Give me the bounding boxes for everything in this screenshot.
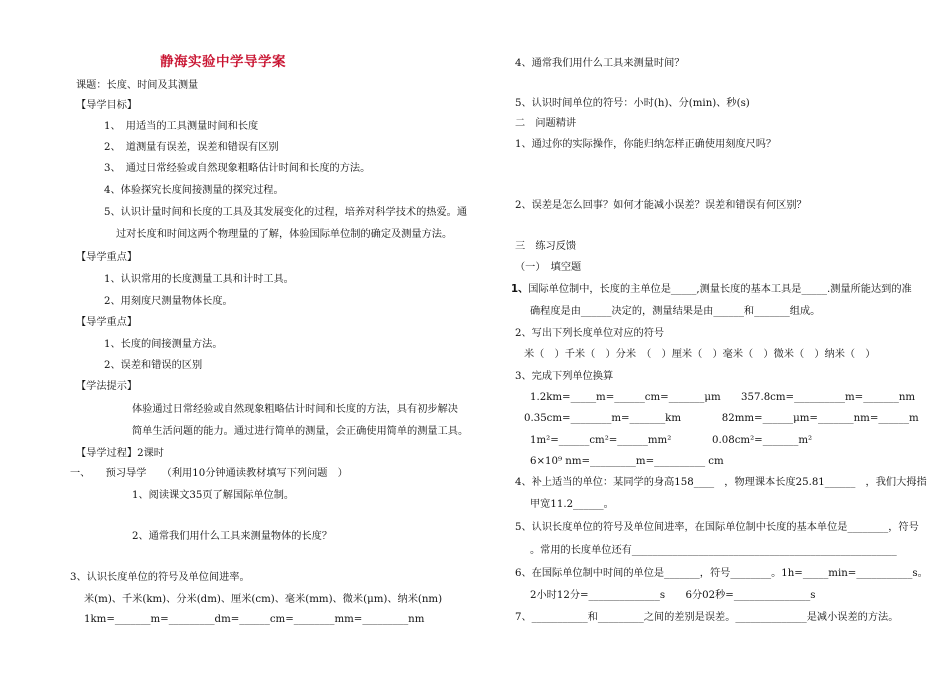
discussion-question-1: 1、通过你的实际操作，你能归纳怎样正确使用刻度尺吗？ xyxy=(515,139,777,150)
conversion-line-2: 0.35cm=________m=_______km 82mm=______μm=_______nm=______m xyxy=(524,413,919,424)
goal-item-continued: 过对长度和时间这两个物理量的了解，体验国际单位制的确定及测量方法。 xyxy=(116,229,453,240)
fill-question-1 xyxy=(511,283,912,296)
fill-question-5-continued: 。常用的长度单位还有____________________________________________________ xyxy=(530,545,897,556)
question-2: 2、通常我们用什么工具来测量物体的长度？ xyxy=(132,531,333,542)
conversion-line-4: 6×10⁹ nm=_________m=__________ cm xyxy=(530,456,724,467)
question-3: 3、认识长度单位的符号及单位间进率。 xyxy=(70,572,250,583)
question-1: 1、阅读课文35页了解国际单位制。 xyxy=(132,490,295,501)
method-header: 【学法提示】 xyxy=(76,381,138,392)
key-point-item: 2、用刻度尺测量物体长度。 xyxy=(104,296,233,307)
fill-question-7: 7、___________和_________之间的差别是误差。______________是减小误差的方法。 xyxy=(515,612,899,623)
method-line: 简单生活问题的能力。通过进行简单的测量，会正确使用简单的测量工具。 xyxy=(132,426,469,437)
goal-item: 2、 道测量有误差，误差和错误有区别 xyxy=(104,142,279,153)
fill-in-heading: （一） 填空题 xyxy=(515,262,582,273)
question-4: 4、通常我们用什么工具来测量时间？ xyxy=(515,58,685,69)
goal-item: 1、 用适当的工具测量时间和长度 xyxy=(104,121,259,132)
section-discussion-heading: 二 问题精讲 xyxy=(515,118,577,129)
length-conversion-blank: 1km=_______m=_________dm=______cm=________mm=_________nm xyxy=(84,614,425,625)
fill-question-3: 3、完成下列单位换算 xyxy=(515,371,614,382)
difficult-point-item: 2、误差和错误的区别 xyxy=(104,360,203,371)
goals-header: 【导学目标】 xyxy=(76,100,138,111)
question-5: 5、认识时间单位的符号：小时(h)、分(min)、秒(s) xyxy=(515,98,750,109)
fill-question-1-continued: 确程度是由______决定的，测量结果是由______和_______组成。 xyxy=(530,306,821,317)
unit-symbols-blanks: 米（ ）千米（ ）分米 （ ）厘米（ ）毫米（ ）微米（ ）纳米（ ） xyxy=(524,349,876,360)
fill-question-1-text: 国际单位制中，长度的主单位是_____,测量长度的基本工具是_____.测量所能达到的准 xyxy=(528,284,912,295)
process-header: 【导学过程】2课时 xyxy=(76,448,164,459)
conversion-line-1: 1.2km=_____m=______cm=_______μm 357.8cm=__________m=_______nm xyxy=(530,392,916,403)
goal-item: 5、认识计量时间和长度的工具及其发展变化的过程，培养对科学技术的热爱。通 xyxy=(104,207,468,218)
difficult-points-header: 【导学重点】 xyxy=(76,317,138,328)
goal-item: 3、 通过日常经验或自然现象粗略估计时间和长度的方法。 xyxy=(104,163,371,174)
goal-item: 4、体验探究长度间接测量的探究过程。 xyxy=(104,185,284,196)
difficult-point-item: 1、长度的间接测量方法。 xyxy=(104,339,223,350)
fill-question-6: 6、在国际单位制中时间的单位是_______，符号________。1h=_____min=___________s。 xyxy=(515,568,928,579)
fill-question-1-number: 1、 xyxy=(511,284,529,295)
length-units-list: 米(m)、千米(km)、分米(dm)、厘米(cm)、毫米(mm)、微米(μm)、纳米(nm) xyxy=(84,594,443,605)
fill-question-2: 2、写出下列长度单位对应的符号 xyxy=(515,328,665,339)
key-point-item: 1、认识常用的长度测量工具和计时工具。 xyxy=(104,274,294,285)
fill-question-4-continued: 甲宽11.2______。 xyxy=(530,499,614,510)
conversion-line-3: 1m²=______cm²=______mm² 0.08cm²=_______m² xyxy=(530,435,813,446)
worksheet-title: 静海实验中学导学案 xyxy=(160,54,286,70)
method-line: 体验通过日常经验或自然现象粗略估计时间和长度的方法，具有初步解决 xyxy=(132,404,458,415)
fill-question-4: 4、补上适当的单位：某同学的身高158____ ，物理课本长度25.81______ ，我们大拇指 xyxy=(515,477,927,488)
discussion-question-2: 2、误差是怎么回事？如何才能减小误差？误差和错误有何区别？ xyxy=(515,200,807,211)
key-points-header: 【导学重点】 xyxy=(76,252,138,263)
section-preview-heading: 一、 预习导学 （利用10分钟通读教材填写下列问题 ） xyxy=(70,468,348,479)
lesson-subject: 课题：长度、时间及其测量 xyxy=(76,80,199,91)
fill-question-5: 5、认识长度单位的符号及单位间进率，在国际单位制中长度的基本单位是________，符号 xyxy=(515,522,919,533)
section-practice-heading: 三 练习反馈 xyxy=(515,241,577,252)
fill-question-6-continued: 2小时12分=______________s 6分02秒=_______________s xyxy=(530,590,816,601)
